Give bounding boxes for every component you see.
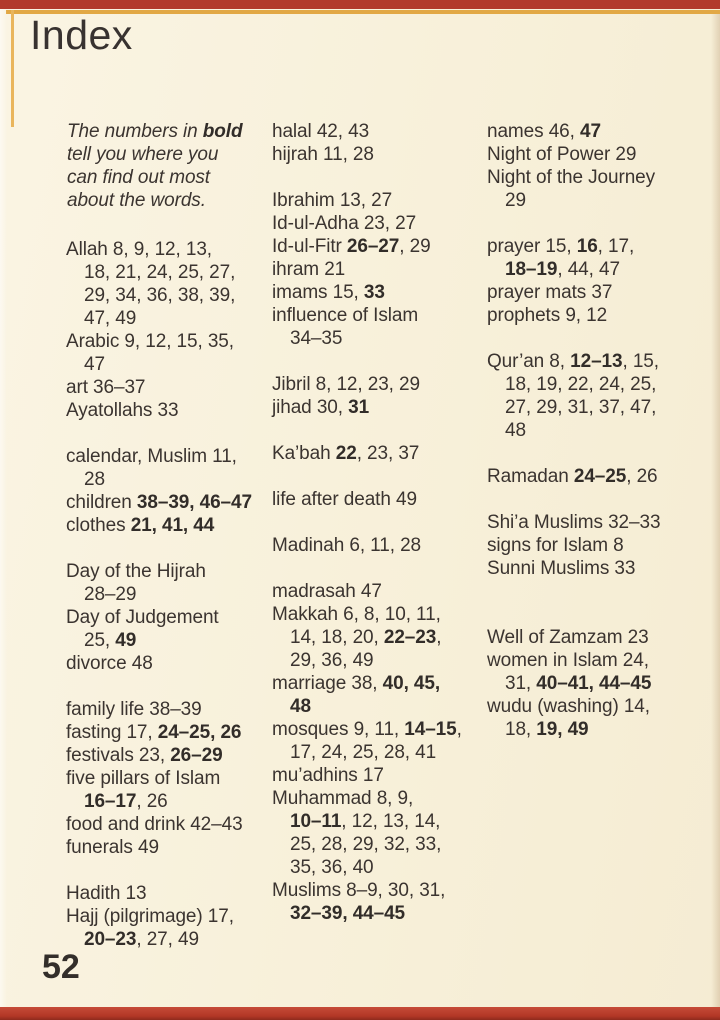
index-line [272, 833, 462, 856]
index-line [66, 790, 252, 813]
index-bold-text: 49 [115, 630, 137, 651]
index-line [272, 718, 462, 741]
index-text: 47 [84, 354, 105, 375]
index-line [487, 465, 660, 488]
index-text: Sunni Muslims 33 [487, 558, 636, 579]
index-text: food and drink 42–43 [66, 814, 243, 835]
index-text: art 36–37 [66, 377, 146, 398]
page-number: 52 [42, 948, 80, 986]
index-line [272, 488, 462, 511]
index-gap [487, 603, 660, 626]
index-line [66, 399, 252, 422]
index-text: 28–29 [84, 584, 137, 605]
index-text: Night of the Journey [487, 167, 656, 188]
index-line [487, 649, 660, 672]
index-line [272, 741, 462, 764]
index-gap [487, 580, 660, 603]
index-line [66, 721, 252, 744]
index-line [487, 695, 660, 718]
index-gap [66, 675, 252, 698]
index-text: 18, [505, 719, 537, 740]
index-text: Ka’bah [272, 443, 336, 464]
index-text: divorce 48 [66, 653, 153, 674]
index-intro-note [67, 120, 243, 212]
index-line [67, 189, 243, 212]
index-line [66, 836, 252, 859]
index-gap [272, 350, 462, 373]
index-line [66, 583, 252, 606]
index-text: Ibrahim 13, 27 [272, 190, 393, 211]
index-text: festivals 23, [66, 745, 171, 766]
index-text: , 26 [136, 791, 168, 812]
index-line [66, 238, 252, 261]
index-line [272, 764, 462, 787]
index-text: 18, 21, 24, 25, 27, [84, 262, 236, 283]
bottom-border [0, 1007, 720, 1020]
index-bold-text: 16–17 [84, 791, 137, 812]
index-gap [487, 212, 660, 235]
index-line [487, 143, 660, 166]
index-line [66, 560, 252, 583]
index-line [487, 557, 660, 580]
index-text: 28 [84, 469, 105, 490]
index-line [66, 928, 252, 951]
index-text: Day of the Hijrah [66, 561, 206, 582]
index-text: clothes [66, 515, 131, 536]
index-line [66, 261, 252, 284]
index-line [487, 626, 660, 649]
index-line [487, 718, 660, 741]
index-line [272, 281, 462, 304]
index-text: prayer 15, [487, 236, 577, 257]
index-text: 29 [505, 190, 526, 211]
index-line [487, 672, 660, 695]
index-text: can find out most [67, 167, 210, 188]
index-line [66, 353, 252, 376]
index-line [66, 445, 252, 468]
index-text: Id-ul-Adha 23, 27 [272, 213, 417, 234]
index-line [272, 810, 462, 833]
index-bold-text: 20–23 [84, 929, 137, 950]
index-text: , [456, 719, 462, 740]
page-edge-left-shading [0, 9, 7, 1007]
index-text: 47, 49 [84, 308, 137, 329]
index-bold-text: 40, 45, [382, 673, 441, 694]
index-text: Jibril 8, 12, 23, 29 [272, 374, 420, 395]
index-line [272, 258, 462, 281]
index-line [487, 350, 660, 373]
index-column-2 [272, 120, 462, 925]
index-text: ihram 21 [272, 259, 346, 280]
index-gap [66, 537, 252, 560]
index-text: fasting 17, [66, 722, 158, 743]
index-text: , 17, [597, 236, 635, 257]
index-text: 34–35 [290, 328, 343, 349]
index-text: hijrah 11, 28 [272, 144, 374, 165]
index-bold-text: 24–25, 26 [157, 722, 242, 743]
index-bold-text: 26–27 [346, 236, 400, 257]
index-text: 25, 28, 29, 32, 33, [290, 834, 442, 855]
index-bold-text: 26–29 [170, 745, 223, 766]
index-text: marriage 38, [272, 673, 383, 694]
index-text: Makkah 6, 8, 10, 11, [272, 604, 441, 625]
index-gap [487, 442, 660, 465]
index-text: children [66, 492, 137, 513]
index-text: Night of Power 29 [487, 144, 637, 165]
index-text: , [436, 627, 442, 648]
index-line [487, 534, 660, 557]
index-text: 25, [84, 630, 116, 651]
index-line [67, 166, 243, 189]
index-line [272, 143, 462, 166]
index-text: Ayatollahs 33 [66, 400, 179, 421]
index-text: , 15, [622, 351, 659, 372]
index-line [487, 419, 660, 442]
index-bold-text: 40–41, 44–45 [536, 673, 652, 694]
index-text: family life 38–39 [66, 699, 202, 720]
index-text: Ramadan [487, 466, 574, 487]
page-title: Index [30, 12, 133, 58]
index-line [272, 787, 462, 810]
index-line [66, 767, 252, 790]
index-bold-text: 24–25 [573, 466, 627, 487]
index-line [487, 189, 660, 212]
index-line [272, 626, 462, 649]
index-text: women in Islam 24, [487, 650, 649, 671]
index-text: wudu (washing) 14, [487, 696, 650, 717]
index-bold-text: 38–39, 46–47 [136, 492, 252, 513]
index-text: 35, 36, 40 [290, 857, 374, 878]
index-text: about the words. [67, 190, 206, 211]
index-gap [272, 465, 462, 488]
index-bold-text: 12–13 [570, 351, 623, 372]
index-line [66, 606, 252, 629]
index-bold-text: 47 [580, 121, 601, 142]
index-text: mu’adhins 17 [272, 765, 384, 786]
index-column-3 [487, 120, 660, 741]
index-text: five pillars of Islam [66, 768, 221, 789]
index-bold-text: 32–39, 44–45 [290, 903, 406, 924]
index-text: 48 [505, 420, 526, 441]
index-line [272, 603, 462, 626]
index-line [272, 212, 462, 235]
index-text: Arabic 9, 12, 15, 35, [66, 331, 234, 352]
index-line [66, 330, 252, 353]
index-text: Muslims 8–9, 30, 31, [272, 880, 446, 901]
index-text: life after death 49 [272, 489, 417, 510]
index-line [66, 652, 252, 675]
gold-rule-vertical [11, 10, 14, 127]
index-line [272, 649, 462, 672]
index-gap [272, 419, 462, 442]
index-line [272, 856, 462, 879]
index-text: Shi’a Muslims 32–33 [487, 512, 661, 533]
index-line [66, 882, 252, 905]
index-line [487, 511, 660, 534]
index-text: , 12, 13, 14, [341, 811, 441, 832]
index-line [487, 235, 660, 258]
index-text: signs for Islam 8 [487, 535, 624, 556]
index-bold-text: 16 [576, 236, 598, 257]
index-bold-text: 14–15 [404, 719, 457, 740]
index-line [67, 120, 243, 143]
index-text: calendar, Muslim 11, [66, 446, 237, 467]
index-line [487, 281, 660, 304]
index-text: imams 15, [272, 282, 364, 303]
index-line [272, 396, 462, 419]
index-line [487, 120, 660, 143]
index-gap [272, 511, 462, 534]
index-bold-text: 22–23 [383, 627, 437, 648]
index-gap [66, 422, 252, 445]
index-text: , 44, 47 [557, 259, 620, 280]
index-line [272, 327, 462, 350]
top-border [0, 0, 720, 9]
index-text: prophets 9, 12 [487, 305, 608, 326]
index-line [487, 258, 660, 281]
index-text: Id-ul-Fitr [272, 236, 347, 257]
index-line [272, 442, 462, 465]
index-text: 17, 24, 25, 28, 41 [290, 742, 437, 763]
index-text: funerals 49 [66, 837, 159, 858]
index-line [487, 304, 660, 327]
index-line [66, 514, 252, 537]
index-line [67, 143, 243, 166]
index-text: , 29 [399, 236, 431, 257]
index-text: madrasah 47 [272, 581, 382, 602]
index-line [272, 695, 462, 718]
index-text: 29, 34, 36, 38, 39, [84, 285, 236, 306]
index-line [66, 284, 252, 307]
index-bold-text: 48 [290, 696, 311, 717]
index-line [487, 166, 660, 189]
index-bold-text: 33 [363, 282, 385, 303]
index-text: , 23, 37 [356, 443, 420, 464]
index-text: mosques 9, 11, [272, 719, 405, 740]
index-line [66, 491, 252, 514]
index-line [272, 120, 462, 143]
index-text: 14, 18, 20, [290, 627, 384, 648]
index-line [487, 373, 660, 396]
index-line [66, 629, 252, 652]
index-line [272, 580, 462, 603]
index-line [66, 376, 252, 399]
index-text: names 46, [487, 121, 580, 142]
index-text: 27, 29, 31, 37, 47, [505, 397, 657, 418]
index-text: The numbers in [67, 121, 203, 142]
index-bold-text: 18–19 [505, 259, 558, 280]
index-line [272, 189, 462, 212]
index-text: Qur’an 8, [487, 351, 571, 372]
index-text: , 27, 49 [136, 929, 199, 950]
index-line [272, 902, 462, 925]
index-text: Hadith 13 [66, 883, 147, 904]
index-text: Madinah 6, 11, 28 [272, 535, 422, 556]
index-text: influence of Islam [272, 305, 419, 326]
index-text: Hajj (pilgrimage) 17, [66, 906, 234, 927]
index-line [272, 235, 462, 258]
index-text: Muhammad 8, 9, [272, 788, 414, 809]
index-bold-text: 21, 41, 44 [130, 515, 215, 536]
index-line [66, 307, 252, 330]
page-edge-right-shading [711, 14, 720, 1007]
index-bold-text: 31 [348, 397, 370, 418]
index-line [487, 396, 660, 419]
index-text: jihad 30, [272, 397, 349, 418]
index-line [272, 373, 462, 396]
index-text: Well of Zamzam 23 [487, 627, 649, 648]
index-bold-text: 19, 49 [536, 719, 589, 740]
index-column-1 [66, 238, 252, 951]
index-text: Day of Judgement [66, 607, 219, 628]
index-text: 31, [505, 673, 537, 694]
index-text: halal 42, 43 [272, 121, 370, 142]
index-text: Allah 8, 9, 12, 13, [66, 239, 212, 260]
index-line [66, 744, 252, 767]
index-text: tell you where you [67, 144, 219, 165]
index-line [272, 672, 462, 695]
index-gap [487, 327, 660, 350]
index-gap [272, 166, 462, 189]
index-line [66, 905, 252, 928]
index-bold-text: 10–11 [290, 811, 342, 832]
index-line [66, 698, 252, 721]
index-line [272, 304, 462, 327]
index-line [272, 534, 462, 557]
index-line [66, 468, 252, 491]
index-line [66, 813, 252, 836]
index-line [272, 879, 462, 902]
index-text: prayer mats 37 [487, 282, 613, 303]
index-bold-text: 22 [335, 443, 357, 464]
index-text: 18, 19, 22, 24, 25, [505, 374, 657, 395]
index-gap [272, 557, 462, 580]
index-bold-text: bold [202, 121, 243, 142]
index-text: , 26 [626, 466, 658, 487]
index-gap [487, 488, 660, 511]
index-text: 29, 36, 49 [290, 650, 374, 671]
index-gap [66, 859, 252, 882]
